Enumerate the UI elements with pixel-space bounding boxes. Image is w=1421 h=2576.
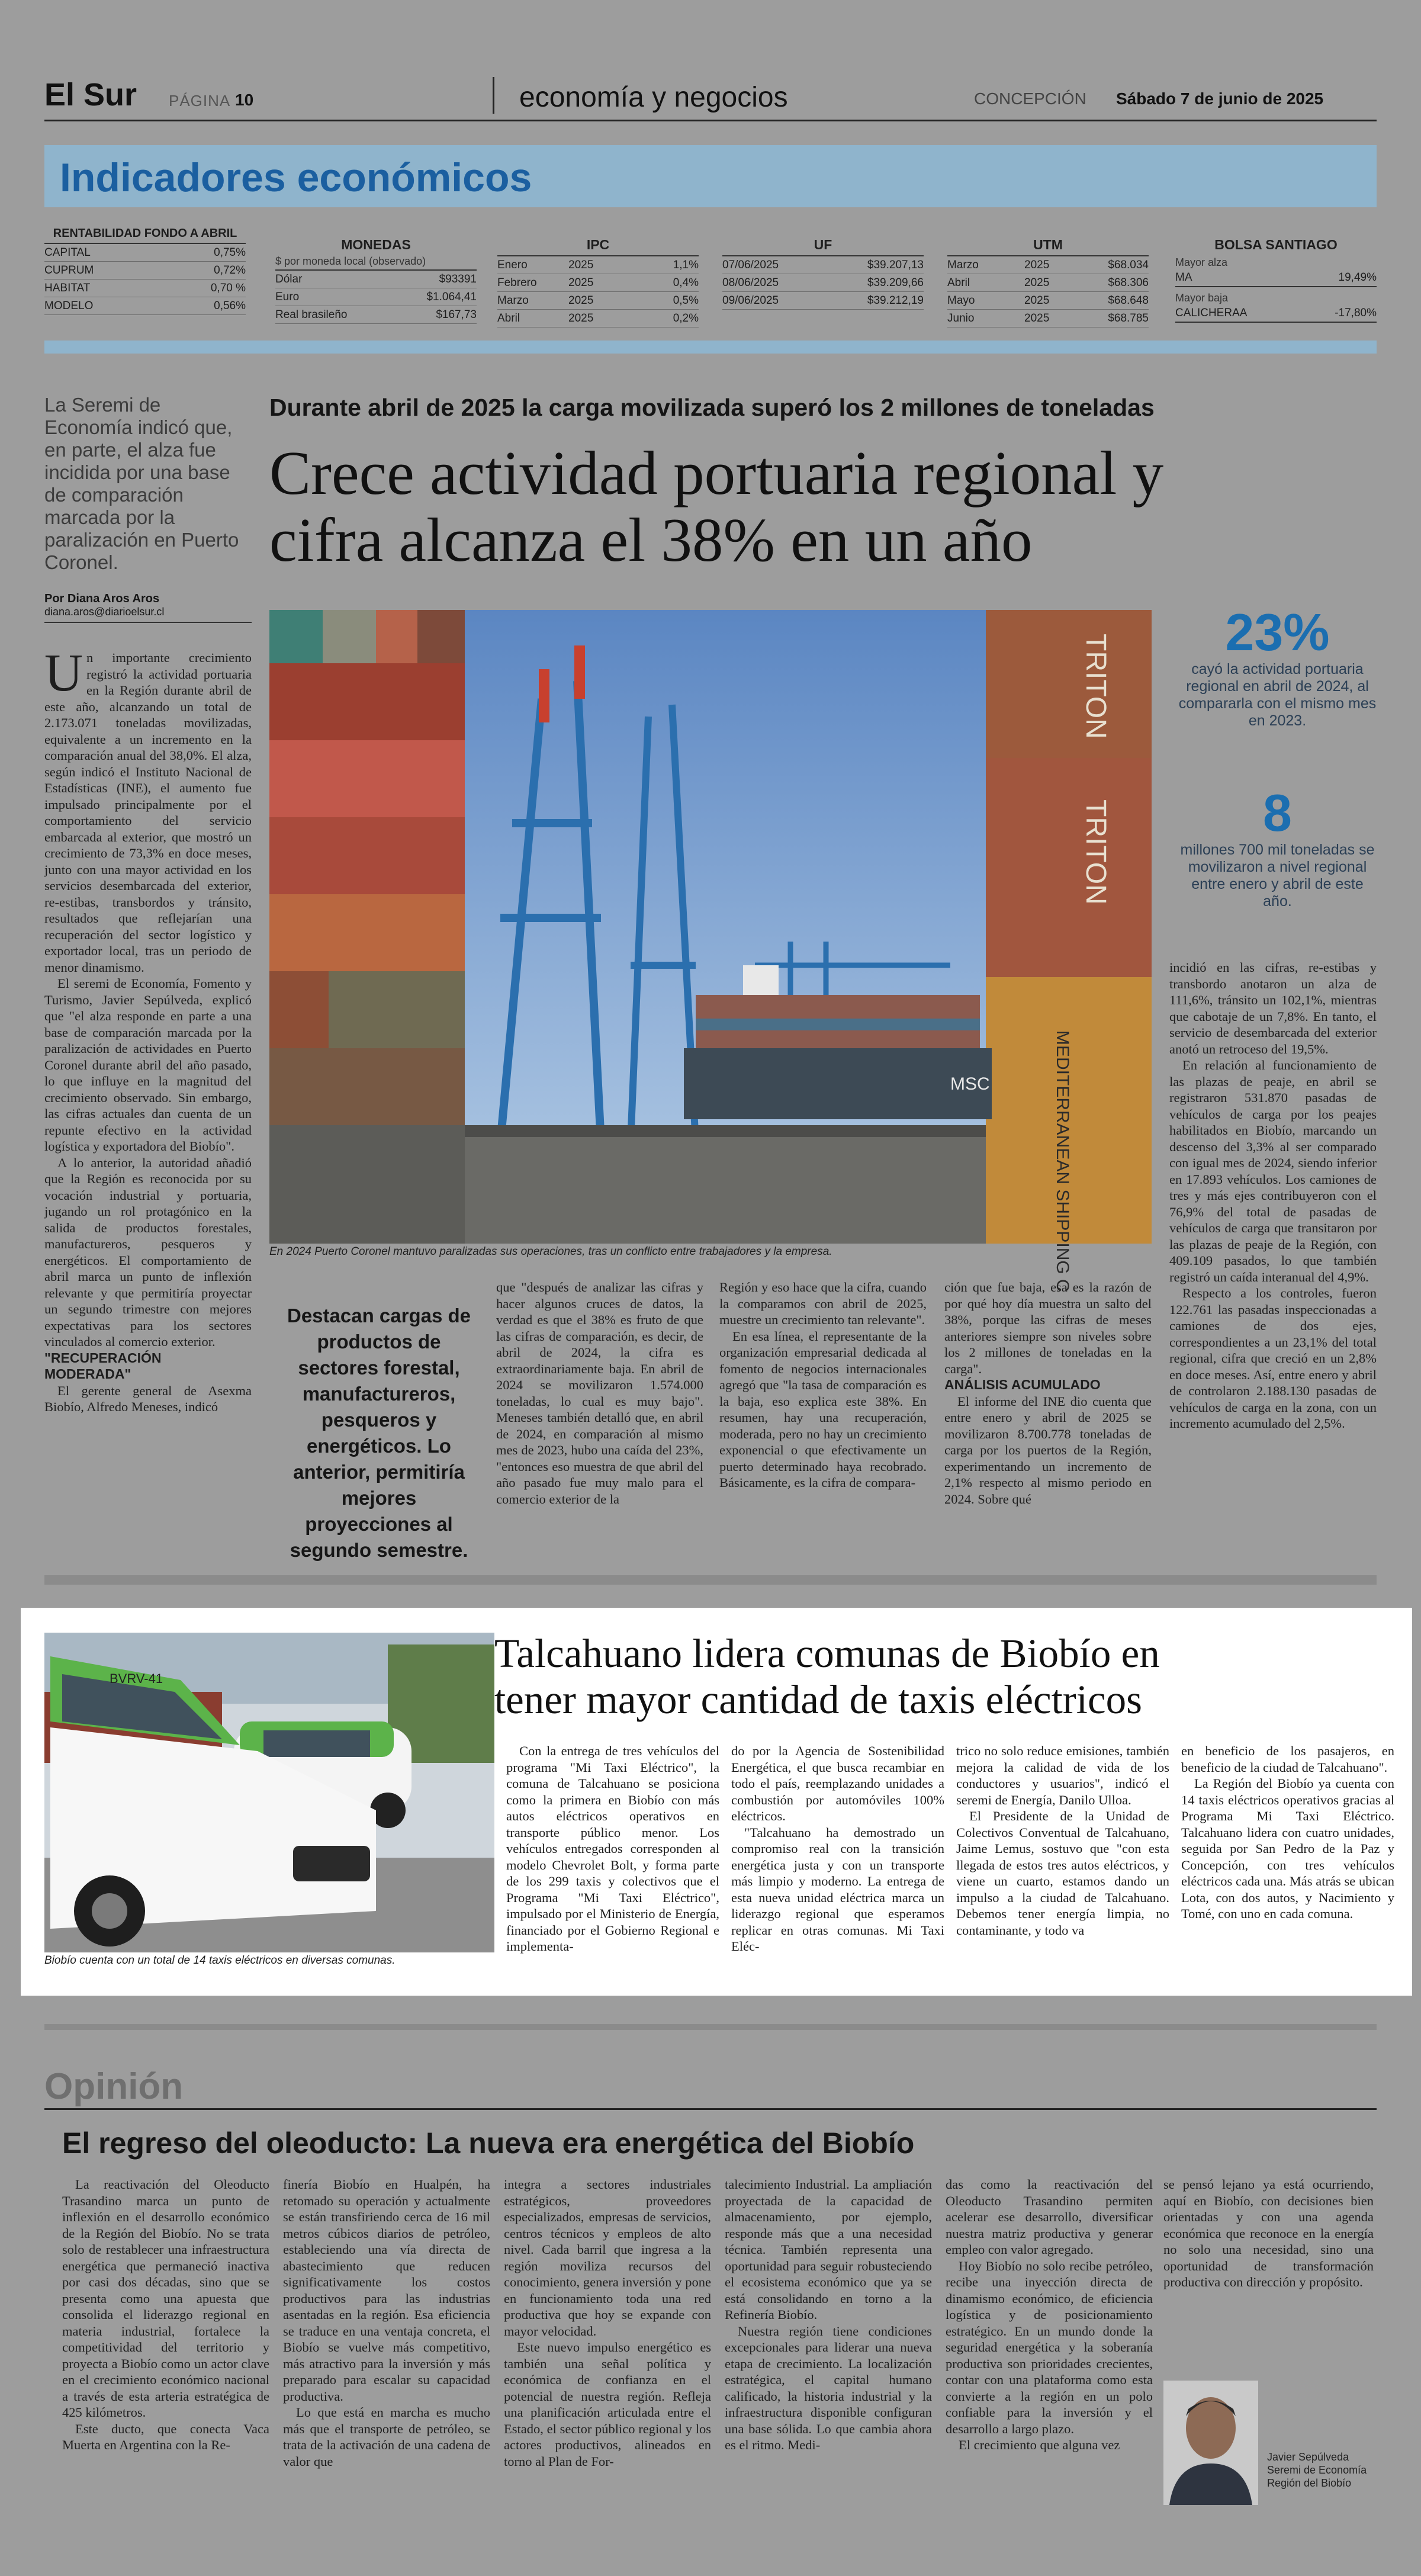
table-row: Abril 2025 $68.306 (947, 274, 1149, 292)
stat-block-2 (1178, 785, 1377, 910)
table-row: CAPITAL 0,75% (44, 244, 246, 262)
section-name: economía y negocios (519, 82, 788, 113)
table-row: MA 19,49% (1175, 269, 1377, 287)
paragraph: das como la reactivación del Oleoducto Trasandino permiten acelerar ese desarrollo, diversificar nuestra matriz productiva y generar empleo con valor agregado. (946, 2177, 1153, 2257)
table-row: Marzo 2025 0,5% (497, 292, 699, 310)
dropcap: U (44, 644, 83, 702)
kicker: Durante abril de 2025 la carga movilizada superó los 2 millones de toneladas (269, 394, 1155, 421)
paragraph: Este ducto, que conecta Vaca Muerta en Argentina con la Re- (62, 2421, 269, 2452)
taxi-illustration (44, 1633, 494, 1952)
opinion-column-1 (62, 2176, 269, 2561)
date: Sábado 7 de junio de 2025 (1116, 89, 1324, 108)
indicators-title-bar (44, 145, 1377, 207)
table-row: Marzo 2025 $68.034 (947, 256, 1149, 274)
author-role: Región del Biobío (1267, 2477, 1352, 2489)
taxi-headline (494, 1630, 1406, 1723)
table-row: Mayo 2025 $68.648 (947, 292, 1149, 310)
table-row: 07/06/2025 $39.207,13 (722, 256, 924, 274)
opinion-column-3 (504, 2176, 711, 2561)
author-name: Javier Sepúlveda (1267, 2451, 1349, 2463)
paragraph: Región y eso hace que la cifra, cuando la comparamos con abril de 2025, muestre un crecimiento tan relevante". (719, 1280, 927, 1327)
paragraph: En esa línea, el representante de la organización empresarial dedicada al fomento de negocios internacionales agregó que "la tasa de comparación es la baja, eso explica este 38%. En resumen, hay una recuperación, moderada, pero no hay un crecimiento exponencial o que efectivamente un puerto determinado haya recobrado. Básicamente, es la cifra de compara- (719, 1328, 927, 1490)
taxi-photo (44, 1633, 494, 1952)
paragraph: La reactivación del Oleoducto Trasandino marca un punto de inflexión en el desarrollo económico de la Región del Biobío. No se trata solo de restablecer una infraestructura energética que permaneció inactiva por casi dos décadas, sino que se presenta como una apuesta que consolida el liderazgo regional en materia industrial, fortalece la competitividad del territorio y proyecta a Biobío como un actor clave en el crecimiento económico nacional a través de esta arteria estratégica de 425 kilómetros. (62, 2177, 269, 2420)
paragraph: que "después de analizar las cifras y hacer algunos cruces de datos, la verdad es que el 38% es fruto de que las cifras de comparación, es decir, de abril de 2024, la cifra es extraordinariamente baja. En abril de 2024 se movilizaron 1.574.000 toneladas, lo cual es muy bajo". Meneses también detalló que, en abril de 2024, en comparación al mismo mes de 2023, hubo una caída del 23%, "entonces eso muestra de que abril del año pasado fue muy malo para el comercio exterior de la (496, 1280, 703, 1507)
container-text: TRITON (1080, 634, 1111, 739)
paragraph: El seremi de Economía, Fomento y Turismo, Javier Sepúlveda, explicó que "el alza responde en parte a una base de comparación marcada por la paralización de actividades en Puerto Coronel durante abril del año pasado, lo que influye en la magnitud del crecimiento observado. Sin embargo, las cifras actuales dan cuenta de un repunte efectivo en la actividad logística y exportadora del Biobío". (44, 976, 252, 1154)
byline-email: diana.aros@diarioelsur.cl (44, 606, 165, 618)
bolsa-alza-label: Mayor alza (1175, 256, 1228, 268)
container-text: MEDITERRANEAN SHIPPING C (1053, 1030, 1072, 1292)
paragraph: Respecto a los controles, fueron 122.761 las pasadas inspeccionadas a camiones de dos ejes, correspondientes a un 23,1% del total regional, cifra que creció en un 2,8% en doce meses. Así, entre enero y abril de controlaron 2.188.130 pasadas de vehículos de carga en la zona, con un incremento acumulado del 2,5%. (1169, 1286, 1377, 1431)
paragraph: ción que fue baja, esa es la razón de por qué hoy día muestra un salto del 38%, porque las cifras de meses anteriores siempre son niveles sobre los 2 millones de toneladas en la carga". (944, 1280, 1152, 1376)
utm-title: UTM (947, 237, 1149, 256)
main-column-2 (496, 1279, 703, 1528)
paragraph: El Presidente de la Unidad de Colectivos Conventual de Talcahuano, Jaime Lemus, sostuvo que "con esta llegada de estos tres autos eléctricos, y viene un cuarto, estamos dando un impulso a la ciudad de Talcahuano. Debemos tener energía limpia, no contaminante, y todo va (956, 1809, 1169, 1938)
paragraph: integra a sectores industriales estratégicos, proveedores especializados, empresas de servicios, centros técnicos y empleos de alto nivel. Cada barril que ingresa a la región moviliza recursos del conocimiento, genera inversión y pone en funcionamiento toda una red productiva que hoy se expande con mayor velocidad. (504, 2177, 711, 2339)
bolsa-table (1175, 237, 1377, 323)
byline (44, 592, 252, 623)
opinion-column-4 (725, 2176, 932, 2561)
taxi-column-1 (506, 1743, 719, 1992)
table-row: Febrero 2025 0,4% (497, 274, 699, 292)
opinion-rule (44, 2108, 1377, 2110)
opinion-top-rule (44, 2024, 1377, 2030)
paragraph: En relación al funcionamiento de las plazas de peaje, en abril se registraron 531.870 pasadas de vehículos de carga por los peajes habilitados en Biobío, marcando un descenso del 3,3% al ser comparado con igual mes de 2024, siendo inferior en 17.893 vehículos. Los camiones de tres y más ejes contribuyeron con el 76,9% del total de pasadas de vehículos de carga que transitaron por las plazas de peaje de la Región, con 409.109 pasados, lo que también registró un caída interanual del 4,9%. (1169, 1058, 1377, 1284)
paragraph: El gerente general de Asexma Biobío, Alfredo Meneses, indicó (44, 1383, 252, 1414)
section-divider (44, 1575, 1377, 1585)
table-row: CUPRUM 0,72% (44, 262, 246, 280)
paragraph: Lo que está en marcha es mucho más que el transporte de petróleo, se trata de la activación de una cadena de valor que (283, 2405, 490, 2469)
plate-text: BVRV-41 (110, 1671, 163, 1686)
bolsa-baja-label: Mayor baja (1175, 292, 1229, 304)
taxi-article (21, 1608, 1412, 1996)
main-column-3 (719, 1279, 927, 1528)
pullquote: La Seremi de Economía indicó que, en parte, el alza fue incidida por una base de comparación marcada por la paralización en Puerto Coronel. (44, 394, 239, 573)
opinion-column-2 (283, 2176, 490, 2561)
monedas-subtitle: $ por moneda local (observado) (275, 255, 477, 271)
uf-title: UF (722, 237, 924, 256)
ipc-table (497, 237, 699, 327)
main-column-1 (44, 644, 252, 1414)
paragraph: Nuestra región tiene condiciones excepcionales para liderar una nueva etapa de crecimiento. La localización estratégica, el capital humano calificado, la historia industrial y la infraestructura disponible configuran una base sólida. Lo que cambia ahora es el ritmo. Medi- (725, 2323, 932, 2452)
table-row: Dólar $93391 (275, 271, 477, 288)
paragraph: talecimiento Industrial. La ampliación proyectada de la capacidad de almacenamiento, por ejemplo, responde más que a una necesidad técnica. También representa una oportunidad para seguir robusteciendo el ecosistema económico que ya se está consolidando en torno a la Refinería Biobío. (725, 2177, 932, 2322)
avatar (1163, 2381, 1258, 2505)
paragraph: La Región del Biobío ya cuenta con 14 taxis eléctricos operativos gracias al Programa Mi Taxi Eléctrico. Talcahuano lidera con cuatro unidades, seguida por San Pedro de la Paz y Concepción, con tres vehículos eléctricos cada una. Más atrás se ubican Lota, con dos autos, y Nacimiento y Tomé, con uno en cada comuna. (1181, 1776, 1394, 1921)
paragraph: incidió en las cifras, re-estibas y transbordo anotaron un alza de 111,6%, tránsito un 102,1%, mientras que cabotaje de un 7,8%. En tanto, el servicio de desembarcada del exterior anotó un retroceso del 19,5%. (1169, 960, 1377, 1056)
paragraph: Con la entrega de tres vehículos del programa "Mi Taxi Eléctrico", la comuna de Talcahuano se posiciona como la primera en Biobío con más autos eléctricos operativos en transporte público menor. Los vehículos entregados corresponden al modelo Chevrolet Bolt, y forma parte de los 299 taxis y colectivos que el Programa "Mi Taxi Eléctrico", impulsado por el Ministerio de Energía, financiado por el Gobierno Regional e implementa- (506, 1743, 719, 1954)
headline-line: tener mayor cantidad de taxis eléctricos (494, 1677, 1142, 1722)
opinion-title: El regreso del oleoducto: La nueva era energética del Biobío (62, 2127, 915, 2160)
ship-hull (684, 1048, 992, 1119)
paragraph: finería Biobío en Hualpén, ha retomado su operación y actualmente se están transfiriendo cerca de 16 mil metros cúbicos diarios de petróleo, estableciendo una vía directa de abastecimiento que reducen significativamente los costos productivos para las industrias asentadas en la región. Esa eficiencia se traduce en una ventaja concreta, el Biobío se vuelve más competitivo, más atractivo para la inversión y más preparado para escalar su capacidad productiva. (283, 2177, 490, 2404)
table-row: 08/06/2025 $39.209,66 (722, 274, 924, 292)
bolsa-title: BOLSA SANTIAGO (1214, 237, 1338, 252)
page-number: 10 (235, 91, 254, 109)
paragraph: "Talcahuano ha demostrado un compromiso real con la transición energética justa y con un transporte más limpio y moderno. La entrega de esta nueva unidad eléctrica marca un liderazgo regional que esperamos replicar en otras comunas. Mi Taxi Eléc- (731, 1825, 944, 1954)
paragraph: El informe del INE dio cuenta que entre enero y abril de 2025 se movilizaron 8.700.778 toneladas de carga por los puertos de la Región, experimentando un incremento de 2,1% respecto al mismo periodo en 2024. Sobre qué (944, 1393, 1152, 1507)
photo-caption: En 2024 Puerto Coronel mantuvo paralizadas sus operaciones, tras un conflicto entre trabajadores y la empresa. (269, 1245, 832, 1258)
table-row: Junio 2025 $68.785 (947, 310, 1149, 327)
taxi-photo-caption: Biobío cuenta con un total de 14 taxis eléctricos en diversas comunas. (44, 1954, 396, 1967)
header-divider (493, 77, 494, 114)
table-row: Euro $1.064,41 (275, 288, 477, 306)
indicators-title: Indicadores económicos (60, 155, 532, 200)
uf-table (722, 237, 924, 310)
masthead (44, 74, 1377, 118)
stat-text: cayó la actividad portuaria regional en abril de 2024, al compararla con el mismo mes en 2023. (1178, 661, 1377, 729)
rentabilidad-title: RENTABILIDAD FONDO A ABRIL (44, 226, 246, 244)
table-row: CALICHERAA -17,80% (1175, 304, 1377, 323)
header-rule (44, 120, 1377, 121)
stat-block-1 (1178, 604, 1377, 730)
taxi-column-2 (731, 1743, 944, 1992)
paragraph: A lo anterior, la autoridad añadió que la Región es reconocida por su vocación industrial y portuaria, jugando un rol protagónico en la salida de productos forestales, manufactureros, pesqueros y energéticos. El comportamiento de abril marca un punto de inflexión relevante y que permitiría proyectar un segundo trimestre con mejores expectativas para los sectores vinculados al comercio exterior. (44, 1155, 252, 1349)
utm-table (947, 237, 1149, 327)
main-column-5 (1169, 959, 1377, 1528)
opinion-column-5 (946, 2176, 1153, 2561)
paragraph: en beneficio de los pasajeros, en beneficio de la ciudad de Talcahuano". (1181, 1743, 1394, 1775)
opinion-column-6 (1163, 2176, 1374, 2372)
stat-text: millones 700 mil toneladas se movilizaron a nivel regional entre enero y abril de este año. (1180, 841, 1375, 910)
headline-line: Crece actividad portuaria regional y (269, 438, 1164, 508)
headline-line: cifra alcanza el 38% en un año (269, 505, 1033, 574)
author-info (1267, 2450, 1377, 2490)
indicators-bottom-band (44, 341, 1377, 354)
stat-value: 8 (1263, 783, 1292, 842)
table-row: MODELO 0,56% (44, 297, 246, 315)
paragraph: do por la Agencia de Sostenibilidad Energética, el que busca recambiar en todo el país, reemplazando unidades a combustión por automóviles 100% eléctricos. (731, 1743, 944, 1823)
headline-line: Talcahuano lidera comunas de Biobío en (494, 1631, 1160, 1676)
page-label: PÁGINA (169, 92, 231, 110)
paragraph: se pensó lejano ya está ocurriendo, aquí en Biobío, con decisiones bien orientadas y con una agenda económica que reconoce en la energía no solo una necesidad, sino una oportunidad de transformación productiva con dirección y propósito. (1163, 2177, 1374, 2289)
brand-logo: El Sur (44, 77, 137, 113)
highlight-quote: Destacan cargas de productos de sectores forestal, manufactureros, pesqueros y energéticos. Lo anterior, permitiría mejores proyecciones al segundo semestre. (287, 1305, 471, 1561)
subhead: ANÁLISIS ACUMULADO (944, 1377, 1101, 1392)
ipc-title: IPC (497, 237, 699, 256)
byline-author: Por Diana Aros Aros (44, 592, 160, 605)
main-column-4 (944, 1279, 1152, 1528)
table-row: HABITAT 0,70 % (44, 280, 246, 297)
rentabilidad-table (44, 226, 246, 315)
container-text: TRITON (1080, 799, 1111, 905)
table-row: 09/06/2025 $39.212,19 (722, 292, 924, 310)
subhead: "RECUPERACIÓN MODERADA" (44, 1350, 162, 1382)
city: CONCEPCIÓN (974, 89, 1086, 108)
paragraph: El crecimiento que alguna vez (959, 2437, 1120, 2452)
paragraph: n importante crecimiento registró la actividad portuaria en la Región durante abril de este año, alcanzando un total de 2.173.071 toneladas movilizadas, equivalente a un incremento en la comparación anual del 38,0%. El alza, según indicó el Instituto Nacional de Estadísticas (INE), el aumento fue impulsado principalmente por el comportamiento del servicio embarcada al exterior, que mostró un crecimiento de 73,3% en doce meses, junto con una mayor actividad en los servicios desembarcada del exterior, re-estibas, transbordos y tránsito, resultados que reflejarían una recuperación del sector logístico y exportador local, tras un periodo de menor dinamismo. (44, 650, 252, 975)
monedas-table (275, 237, 477, 324)
ship-text: MSC (950, 1074, 990, 1094)
table-row: Enero 2025 1,1% (497, 256, 699, 274)
paragraph: trico no solo reduce emisiones, también mejora la calidad de vida de los conductores y usuarios", indicó el seremi de Energía, Danilo Ulloa. (956, 1743, 1169, 1807)
stat-value: 23% (1225, 603, 1330, 661)
author-role: Seremi de Economía (1267, 2464, 1367, 2476)
headline (269, 439, 1365, 573)
opinion-section-title: Opinión (44, 2066, 184, 2107)
table-row: Abril 2025 0,2% (497, 310, 699, 327)
table-row: Real brasileño $167,73 (275, 306, 477, 324)
paragraph: Este nuevo impulso energético es también una señal política y económica de confianza en el potencial de nuestra región. Refleja una planificación articulada entre el Estado, el sector público regional y los actores productivos, alineados en torno al Plan de For- (504, 2340, 711, 2469)
monedas-title: MONEDAS (341, 237, 411, 252)
taxi-column-4 (1181, 1743, 1394, 1992)
paragraph: Hoy Biobío no solo recibe petróleo, recibe una inyección directa de dinamismo económico, de eficiencia logística y de posicionamiento estratégico. En un mundo donde la seguridad energética y la soberanía productiva son prioridades crecientes, contar con una plataforma como esta convierte a la región en un polo confiable para la inversión y el desarrollo a largo plazo. (946, 2258, 1153, 2436)
author-photo (1163, 2381, 1258, 2505)
taxi-column-3 (956, 1743, 1169, 1992)
